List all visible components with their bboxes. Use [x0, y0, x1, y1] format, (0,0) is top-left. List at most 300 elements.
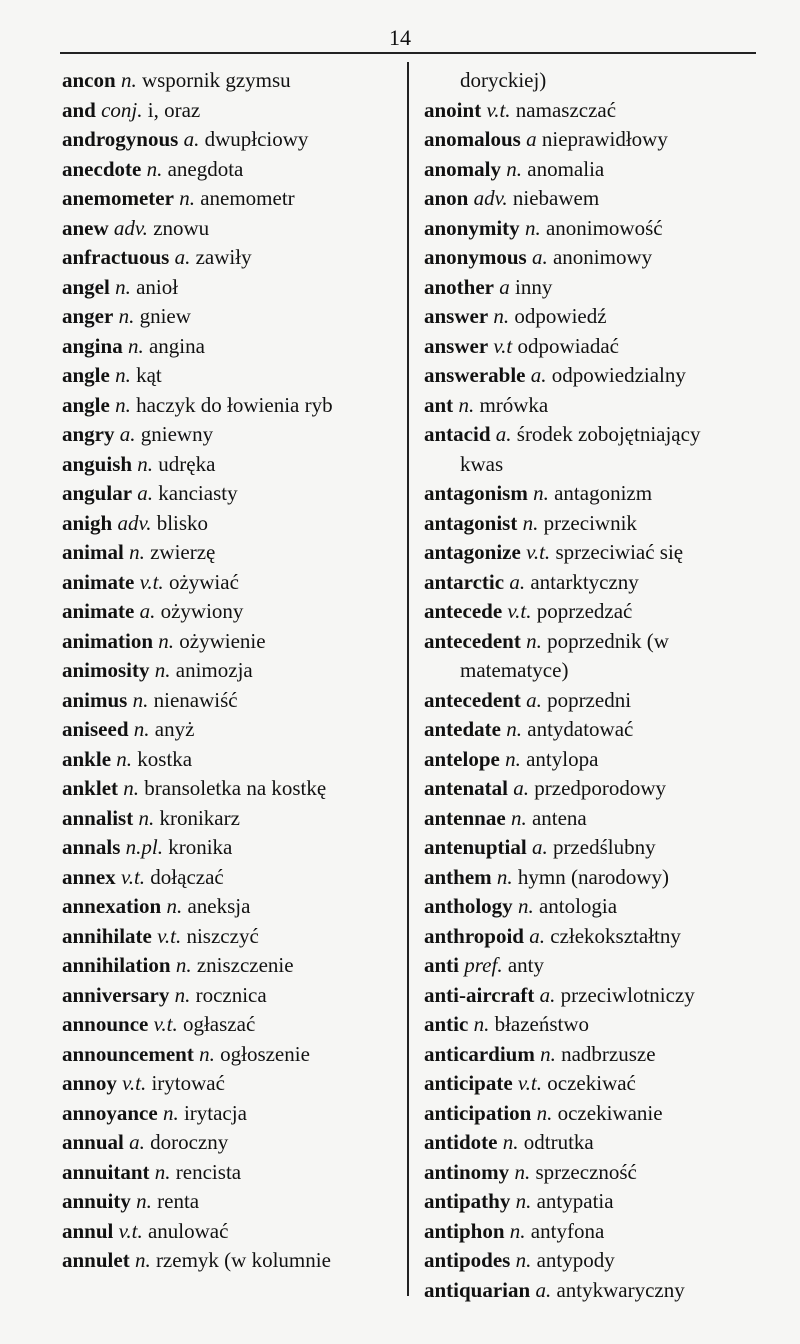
definition: ożywiać [168, 569, 239, 594]
headword: annuity [62, 1189, 131, 1213]
definition: angina [148, 333, 205, 358]
headword: anomalous [424, 127, 521, 151]
entry-continuation: matematyce) [460, 658, 569, 682]
dictionary-entry [62, 1069, 402, 1099]
part-of-speech: v.t. [157, 923, 182, 948]
definition: znowu [153, 215, 210, 240]
dictionary-entry [424, 302, 764, 332]
part-of-speech: pref. [464, 953, 503, 977]
headword: angel [62, 274, 110, 299]
part-of-speech: a. [526, 687, 542, 712]
dictionary-entry [62, 1010, 402, 1040]
definition: rocznica [195, 982, 267, 1007]
definition: odpowiedź [514, 304, 607, 328]
part-of-speech: n. [473, 1012, 490, 1036]
entry-continuation: doryckiej) [460, 68, 547, 92]
definition: anonimowy [552, 245, 653, 269]
headword: antecede [424, 599, 503, 623]
page-number: 14 [389, 25, 411, 50]
dictionary-entry [62, 1187, 402, 1217]
dictionary-entry [62, 214, 402, 244]
definition: rzemyk (w kolumnie [155, 1248, 331, 1272]
dictionary-entry [62, 951, 402, 981]
headword: animation [62, 628, 154, 653]
part-of-speech: n. [154, 658, 171, 682]
headword: angry [62, 422, 115, 446]
definition: przedporodowy [534, 776, 667, 800]
dictionary-entry [424, 1158, 764, 1188]
dictionary-entry [62, 273, 402, 303]
dictionary-entry [62, 391, 402, 421]
part-of-speech: n. [118, 304, 135, 328]
headword: anthropoid [424, 923, 524, 948]
headword: ant [424, 392, 454, 417]
definition: doroczny [150, 1130, 229, 1154]
part-of-speech: conj. [101, 97, 143, 122]
headword: anticardium [424, 1041, 535, 1066]
part-of-speech: n. [458, 392, 475, 417]
definition: renta [157, 1189, 200, 1213]
headword: antinomy [424, 1159, 510, 1184]
part-of-speech: n. [116, 746, 133, 771]
headword: anthology [424, 894, 513, 918]
definition: aneksja [187, 894, 251, 918]
dictionary-entry [424, 273, 764, 303]
part-of-speech: n. [522, 510, 539, 535]
part-of-speech: n. [493, 304, 510, 328]
headword: annoyance [62, 1100, 158, 1125]
part-of-speech: n. [514, 1159, 531, 1184]
definition: oczekiwać [547, 1071, 636, 1095]
headword: anonymous [424, 245, 527, 269]
dictionary-entry [62, 892, 402, 922]
dictionary-entry [62, 656, 402, 686]
dictionary-entry [424, 922, 764, 952]
dictionary-entry [62, 332, 402, 362]
definition: przeciwnik [543, 510, 637, 535]
definition: przedślubny [552, 835, 656, 859]
headword: annexation [62, 894, 162, 918]
definition: sprzeczność [535, 1159, 637, 1184]
definition: kronikarz [159, 805, 240, 830]
definition: zawiły [195, 245, 252, 269]
headword: anemometer [62, 186, 174, 210]
definition: antypatia [536, 1189, 614, 1213]
definition: antologia [538, 894, 618, 918]
dictionary-entry [62, 1246, 402, 1276]
dictionary-entry [424, 538, 764, 568]
definition: antagonizm [554, 481, 653, 505]
part-of-speech: v.t. [507, 599, 532, 623]
dictionary-entry [424, 479, 764, 509]
part-of-speech: v.t. [139, 569, 164, 594]
headword: anfractuous [62, 245, 170, 269]
headword: antiphon [424, 1218, 505, 1243]
part-of-speech: n. [199, 1041, 215, 1066]
dictionary-entry [424, 568, 764, 598]
part-of-speech: n. [146, 156, 163, 181]
part-of-speech: n. [517, 894, 534, 918]
definition: anemometr [200, 186, 295, 210]
part-of-speech: a. [509, 569, 526, 594]
definition: zniszczenie [196, 953, 294, 977]
headword: ankle [62, 746, 112, 771]
dictionary-entry [62, 66, 402, 96]
part-of-speech: n. [129, 540, 145, 564]
dictionary-entry [424, 361, 764, 391]
dictionary-entry [62, 745, 402, 775]
headword: anomaly [424, 156, 502, 181]
part-of-speech: n. [166, 894, 183, 918]
part-of-speech: a. [495, 422, 512, 446]
dictionary-entry [424, 597, 764, 627]
part-of-speech: n. [179, 186, 195, 210]
definition: niszczyć [186, 923, 259, 948]
dictionary-entry [62, 981, 402, 1011]
definition: anty [507, 953, 544, 977]
definition: poprzedni [547, 687, 632, 712]
headword: ancon [62, 68, 116, 92]
headword: anklet [62, 776, 119, 800]
dictionary-entry [424, 863, 764, 893]
part-of-speech: n. [515, 1248, 532, 1272]
dictionary-entry [424, 155, 764, 185]
headword: animus [62, 687, 128, 712]
headword: anigh [62, 510, 113, 535]
part-of-speech: n. [133, 717, 150, 741]
part-of-speech: n. [524, 215, 541, 240]
headword: antecedent [424, 687, 521, 712]
definition: gniew [139, 304, 191, 328]
definition: gniewny [140, 422, 214, 446]
dictionary-entry [62, 361, 402, 391]
headword: anew [62, 215, 109, 240]
part-of-speech: n. [132, 687, 149, 712]
dictionary-entry [62, 538, 402, 568]
definition: antylopa [526, 746, 599, 771]
part-of-speech: a. [137, 481, 154, 505]
part-of-speech: n. [526, 628, 542, 653]
headword: and [62, 97, 96, 122]
dictionary-entry [62, 155, 402, 185]
headword: antagonize [424, 540, 521, 564]
part-of-speech: v.t. [517, 1071, 543, 1095]
dictionary-entry [424, 214, 764, 244]
dictionary-entry [424, 96, 764, 126]
dictionary-entry [62, 804, 402, 834]
dictionary-entry [62, 627, 402, 657]
definition: inny [515, 274, 553, 299]
headword: answer [424, 304, 489, 328]
definition: oczekiwanie [557, 1100, 663, 1125]
definition: przeciwlotniczy [560, 982, 695, 1007]
dictionary-entry [424, 745, 764, 775]
dictionary-entry [62, 863, 402, 893]
part-of-speech: v.t. [153, 1012, 178, 1036]
part-of-speech: n. [136, 1189, 152, 1213]
definition: odpowiadać [517, 333, 619, 358]
part-of-speech: a. [139, 599, 156, 623]
definition: ożywiony [160, 599, 244, 623]
headword: antecedent [424, 628, 521, 653]
part-of-speech: n. [540, 1041, 556, 1066]
part-of-speech: n. [502, 1130, 519, 1154]
definition: mrówka [479, 392, 549, 417]
dictionary-entry [62, 125, 402, 155]
part-of-speech: n. [515, 1189, 532, 1213]
dictionary-entry [62, 774, 402, 804]
part-of-speech: n. [506, 156, 523, 181]
part-of-speech: a. [119, 422, 136, 446]
headword: annals [62, 835, 121, 859]
headword: anonymity [424, 215, 520, 240]
headword: androgynous [62, 127, 179, 151]
part-of-speech: v.t [493, 333, 513, 358]
dictionary-entry [62, 96, 402, 126]
headword: anoint [424, 97, 482, 122]
part-of-speech: a. [529, 923, 545, 948]
part-of-speech: n. [137, 451, 154, 476]
definition: człekokształtny [550, 923, 681, 948]
headword: antenuptial [424, 835, 527, 859]
part-of-speech: a [499, 274, 510, 299]
definition: antena [531, 805, 587, 830]
dictionary-entry [62, 1217, 402, 1247]
part-of-speech: n. [536, 1100, 553, 1125]
headword: antic [424, 1012, 469, 1036]
headword: angle [62, 363, 110, 387]
definition: ogłoszenie [220, 1041, 310, 1066]
dictionary-entry [62, 420, 402, 450]
definition: kronika [168, 835, 233, 859]
dictionary-entry [62, 597, 402, 627]
definition: anomalia [527, 156, 605, 181]
dictionary-entry [62, 243, 402, 273]
dictionary-entry [424, 1010, 764, 1040]
dictionary-entry [424, 774, 764, 804]
dictionary-entry [424, 1069, 764, 1099]
headword: another [424, 274, 494, 299]
definition: rencista [175, 1159, 242, 1184]
definition: irytacja [183, 1100, 247, 1125]
headword: animate [62, 599, 135, 623]
headword: antelope [424, 746, 500, 771]
dictionary-entry [424, 1128, 764, 1158]
part-of-speech: v.t. [118, 1218, 143, 1243]
headword: annul [62, 1218, 114, 1243]
headword: annalist [62, 805, 134, 830]
headword: antidote [424, 1130, 498, 1154]
dictionary-entry [424, 804, 764, 834]
part-of-speech: a. [129, 1130, 145, 1154]
definition: namaszczać [515, 97, 617, 122]
part-of-speech: n. [158, 628, 175, 653]
dictionary-entry [424, 892, 764, 922]
dictionary-entry [424, 509, 764, 539]
definition: poprzednik (w [547, 628, 669, 653]
entry-continuation: kwas [460, 451, 504, 476]
dictionary-entry [424, 686, 764, 716]
dictionary-entry [62, 1158, 402, 1188]
definition: zwierzę [150, 540, 216, 564]
headword: annex [62, 864, 116, 889]
dictionary-entry [424, 1187, 764, 1217]
definition: kostka [137, 746, 193, 771]
headword: annihilation [62, 953, 171, 977]
part-of-speech: a. [539, 982, 556, 1007]
dictionary-entry [62, 833, 402, 863]
part-of-speech: a. [174, 245, 191, 269]
definition: kąt [136, 363, 162, 387]
part-of-speech: n. [505, 746, 521, 771]
headword: anti [424, 953, 460, 977]
definition: środek zobojętniający [516, 422, 701, 446]
dictionary-entry [424, 1217, 764, 1247]
headword: answerable [424, 363, 526, 387]
headword: answer [424, 333, 489, 358]
dictionary-entry [424, 1246, 764, 1276]
dictionary-entry [62, 922, 402, 952]
headword: antiquarian [424, 1277, 531, 1302]
column-divider [407, 62, 409, 1296]
definition: anyż [154, 717, 195, 741]
headword: annulet [62, 1248, 130, 1272]
part-of-speech: adv. [113, 215, 148, 240]
headword: anger [62, 304, 114, 328]
headword: antipodes [424, 1248, 511, 1272]
headword: antedate [424, 717, 501, 741]
dictionary-entry [62, 302, 402, 332]
definition: i, oraz [147, 97, 201, 122]
headword: announce [62, 1012, 149, 1036]
part-of-speech: v.t. [526, 540, 551, 564]
definition: anulować [147, 1218, 229, 1243]
dictionary-entry [62, 1128, 402, 1158]
part-of-speech: n. [127, 333, 144, 358]
headword: anthem [424, 864, 492, 889]
headword: antagonism [424, 481, 528, 505]
dictionary-entry [424, 125, 764, 155]
definition: dwupłciowy [204, 127, 309, 151]
dictionary-entry [424, 243, 764, 273]
definition: poprzedzać [536, 599, 633, 623]
headword: anniversary [62, 982, 170, 1007]
definition: haczyk do łowienia ryb [136, 392, 333, 417]
headword: animal [62, 540, 124, 564]
part-of-speech: n. [120, 68, 137, 92]
part-of-speech: n. [154, 1159, 171, 1184]
headword: angular [62, 481, 133, 505]
dictionary-entry [424, 420, 764, 450]
part-of-speech: n. [115, 274, 131, 299]
headword: annoy [62, 1071, 117, 1095]
headword: annuitant [62, 1159, 150, 1184]
part-of-speech: a. [530, 363, 547, 387]
part-of-speech: n. [174, 982, 191, 1007]
dictionary-entry [424, 833, 764, 863]
dictionary-entry [62, 1040, 402, 1070]
part-of-speech: adv. [473, 186, 508, 210]
dictionary-entry [62, 479, 402, 509]
part-of-speech: v.t. [122, 1071, 147, 1095]
definition: antydatować [527, 717, 634, 741]
definition: kanciasty [158, 481, 238, 505]
part-of-speech: a. [513, 776, 529, 800]
dictionary-entry [424, 184, 764, 214]
dictionary-entry [62, 1099, 402, 1129]
headword: angle [62, 392, 110, 417]
headword: animosity [62, 658, 150, 682]
definition: antarktyczny [530, 569, 639, 594]
definition: odtrutka [523, 1130, 594, 1154]
part-of-speech: a. [531, 835, 548, 859]
right-column [424, 66, 764, 1305]
dictionary-entry [62, 184, 402, 214]
part-of-speech: v.t. [120, 864, 146, 889]
definition: blisko [156, 510, 209, 535]
headword: angina [62, 333, 123, 358]
definition: nadbrzusze [561, 1041, 656, 1066]
part-of-speech: a. [531, 245, 548, 269]
headword: annual [62, 1130, 124, 1154]
definition: dołączać [150, 864, 224, 889]
headword: anon [424, 186, 469, 210]
part-of-speech: a. [535, 1277, 552, 1302]
dictionary-entry [424, 627, 764, 657]
definition: hymn (narodowy) [517, 864, 669, 889]
part-of-speech: a. [183, 127, 200, 151]
part-of-speech: n.pl. [125, 835, 163, 859]
part-of-speech: n. [134, 1248, 151, 1272]
dictionary-entry [424, 391, 764, 421]
part-of-speech: a [526, 127, 537, 151]
part-of-speech: n. [496, 864, 513, 889]
definition: nieprawidłowy [541, 127, 668, 151]
part-of-speech: n. [506, 717, 522, 741]
headword: anguish [62, 451, 133, 476]
dictionary-entry [424, 1276, 764, 1306]
headword: antacid [424, 422, 491, 446]
definition: błazeństwo [494, 1012, 590, 1036]
dictionary-entry [424, 951, 764, 981]
left-column [62, 66, 402, 1276]
definition: ogłaszać [182, 1012, 256, 1036]
definition: irytować [151, 1071, 225, 1095]
part-of-speech: n. [510, 805, 527, 830]
part-of-speech: n. [138, 805, 155, 830]
definition: nienawiść [153, 687, 238, 712]
headword: aniseed [62, 717, 129, 741]
definition: anonimowość [545, 215, 663, 240]
definition: bransoletka na kostkę [144, 776, 327, 800]
part-of-speech: v.t. [486, 97, 511, 122]
part-of-speech: n. [509, 1218, 526, 1243]
definition: niebawem [512, 186, 600, 210]
definition: antypody [536, 1248, 615, 1272]
dictionary-entry [62, 686, 402, 716]
headword: anecdote [62, 156, 142, 181]
dictionary-entry [424, 715, 764, 745]
headword: animate [62, 569, 135, 594]
definition: antyfona [530, 1218, 605, 1243]
part-of-speech: adv. [117, 510, 152, 535]
definition: sprzeciwiać się [555, 540, 684, 564]
definition: wspornik gzymsu [141, 68, 291, 92]
dictionary-entry [424, 332, 764, 362]
dictionary-entry [62, 450, 402, 480]
definition: anioł [136, 274, 179, 299]
dictionary-entry [62, 715, 402, 745]
